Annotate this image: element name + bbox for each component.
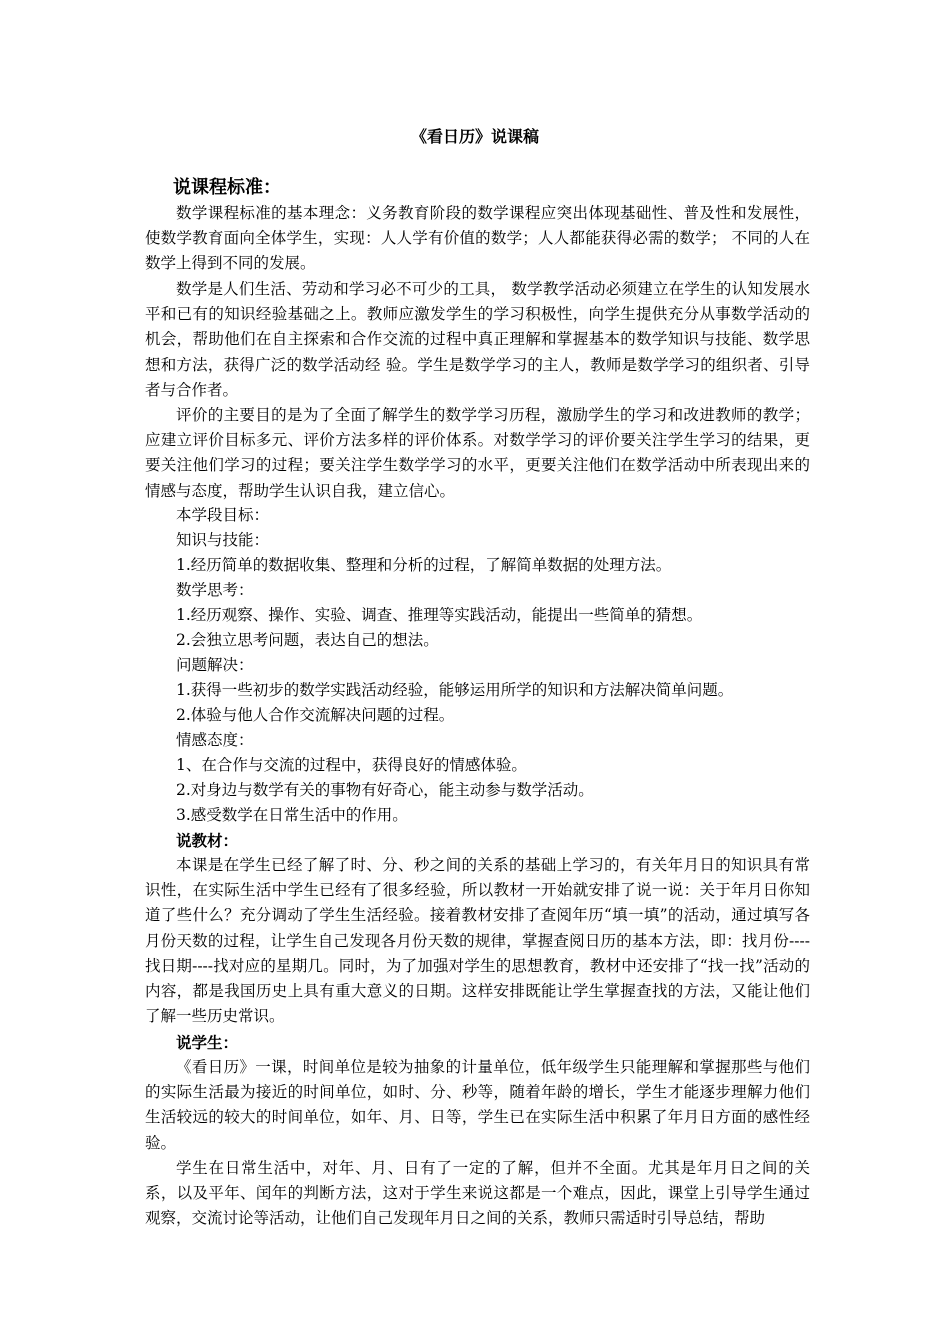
paragraph-students-2: 学生在日常生活中，对年、月、日有了一定的了解，但并不全面。尤其是年月日之间的关系，以及平年、闰年的判断方法，这对于学生来说这都是一个难点，因此，课堂上引导学生通过观察，交流讨论等活动，让他们自己发现年月日之间的关系，教师只需适时引导总结，帮助 <box>145 1159 810 1228</box>
page-title: 《看日历》说课稿 <box>410 127 539 146</box>
attitude-item-2: 2.对身边与数学有关的事物有好奇心，能主动参与数学活动。 <box>176 781 594 799</box>
paragraph-students-1: 《看日历》一课，时间单位是较为抽象的计量单位，低年级学生只能理解和掌握那些与他们的实际生活最为接近的时间单位，如时、分、秒等，随着年龄的增长，学生才能逐步理解力他们生活较远的较大的时间单位，如年、月、日等，学生已在实际生活中积累了年月日方面的感性经验。 <box>145 1058 810 1152</box>
attitude-item-1: 1、在合作与交流的过程中，获得良好的情感体验。 <box>176 756 527 774</box>
paragraph-textbook-1: 本课是在学生已经了解了时、分、秒之间的关系的基础上学习的，有关年月日的知识具有常识性，在实际生活中学生已经有了很多经验，所以教材一开始就安排了说一说：关于年月日你知道了些什么？充分调动了学生生活经验。接着教材安排了查阅年历“填一填”的活动，通过填写各月份天数的过程，让学生自己发现各月份天数的规律，掌握查阅日历的基本方法，即：找月份----找日期----找对应的星期几。同时，为了加强对学生的思想教育，教材中还安排了“找一找”活动的内容，都是我国历史上具有重大意义的日期。这样安排既能让学生掌握查找的方法，又能让他们了解一些历史常识。 <box>145 856 810 1026</box>
section-heading-standards: 说课程标准： <box>173 177 281 198</box>
paragraph-standards-1: 数学课程标准的基本理念：义务教育阶段的数学课程应突出体现基础性、普及性和发展性，使数学教育面向全体学生，实现：人人学有价值的数学；人人都能获得必需的数学； 不同的人在数学上得到不同的发展。 <box>145 204 810 273</box>
goals-label: 本学段目标： <box>176 506 270 524</box>
attitude-item-3: 3.感受数学在日常生活中的作用。 <box>176 806 408 824</box>
problem-label: 问题解决： <box>176 656 254 674</box>
attitude-label: 情感态度： <box>176 731 254 749</box>
section-heading-students: 说学生： <box>176 1033 239 1052</box>
knowledge-item-1: 1.经历简单的数据收集、整理和分析的过程，了解简单数据的处理方法。 <box>176 556 672 574</box>
thinking-item-2: 2.会独立思考问题，表达自己的想法。 <box>176 631 439 649</box>
section-heading-textbook: 说教材： <box>176 831 239 850</box>
problem-item-1: 1.获得一些初步的数学实践活动经验，能够运用所学的知识和方法解决简单问题。 <box>176 681 734 699</box>
paragraph-standards-2: 数学是人们生活、劳动和学习必不可少的工具， 数学教学活动必须建立在学生的认知发展水平和已有的知识经验基础之上。教师应激发学生的学习积极性，向学生提供充分从事数学活动的机会，帮助他们在自主探索和合作交流的过程中真正理解和掌握基本的数学知识与技能、数学思想和方法，获得广泛的数学活动经 验。学生是数学学习的主人，教师是数学学习的组织者、引导者与合作者。 <box>145 280 810 399</box>
thinking-item-1: 1.经历观察、操作、实验、调查、推理等实践活动，能提出一些简单的猜想。 <box>176 606 703 624</box>
paragraph-standards-3: 评价的主要目的是为了全面了解学生的数学学习历程，激励学生的学习和改进教师的教学；应建立评价目标多元、评价方法多样的评价体系。对数学学习的评价要关注学生学习的结果，更要关注他们学习的过程；要关注学生数学学习的水平，更要关注他们在数学活动中所表现出来的情感与态度，帮助学生认识自我，建立信心。 <box>145 406 810 500</box>
problem-item-2: 2.体验与他人合作交流解决问题的过程。 <box>176 706 455 724</box>
thinking-label: 数学思考： <box>176 581 254 599</box>
knowledge-label: 知识与技能： <box>176 531 270 549</box>
